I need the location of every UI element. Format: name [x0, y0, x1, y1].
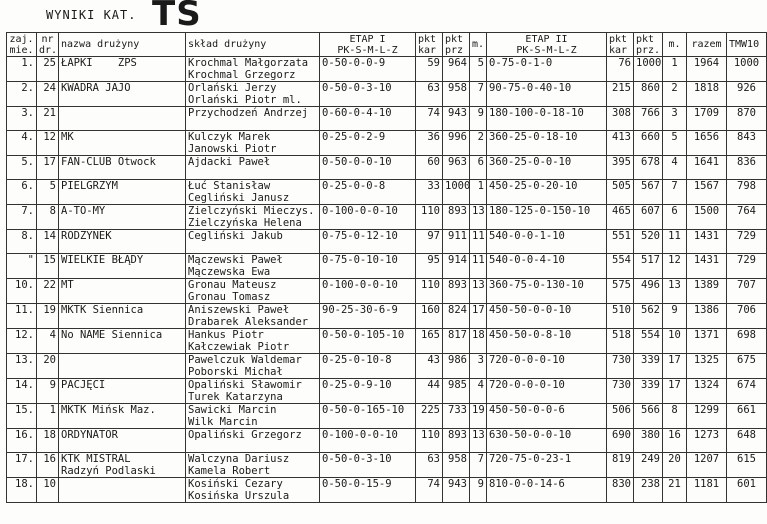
nr-cell: 14: [37, 230, 59, 254]
tmw-cell: 601: [727, 478, 767, 503]
etap2-cell: 360-25-0-0-10: [487, 156, 607, 180]
tmw-cell: 674: [727, 379, 767, 404]
m1-cell: 7: [470, 453, 487, 478]
col-etap2-title: ETAP II: [525, 33, 568, 45]
etap2-cell: 90-75-0-40-10: [487, 82, 607, 107]
place-cell: 15.: [7, 404, 37, 429]
razem-cell: 1181: [687, 478, 727, 503]
prz2-cell: 567: [634, 180, 663, 205]
kar1-cell: 74: [416, 478, 443, 503]
m1-cell: 19: [470, 404, 487, 429]
team-cell: A-TO-MY: [59, 205, 186, 230]
razem-cell: 1324: [687, 379, 727, 404]
etap2-cell: 450-50-0-8-10: [487, 329, 607, 354]
place-cell: 6.: [7, 180, 37, 205]
etap2-cell: 180-100-0-18-10: [487, 107, 607, 131]
etap2-cell: 630-50-0-0-10: [487, 429, 607, 453]
tmw-cell: 615: [727, 453, 767, 478]
place-cell: 4.: [7, 131, 37, 156]
etap1-cell: 90-25-30-6-9: [320, 304, 416, 329]
crew-cell: Kulczyk Marek Janowski Piotr: [186, 131, 320, 156]
table-row: [7, 404, 767, 429]
kar2-cell: 830: [607, 478, 634, 503]
table-row: [7, 304, 767, 329]
col-etap1-title: ETAP I: [349, 33, 386, 45]
col-kar1: pkt kar: [416, 33, 443, 57]
prz1-cell: 943: [443, 107, 470, 131]
prz1-cell: 817: [443, 329, 470, 354]
col-place: zaj. mie.: [7, 33, 37, 57]
m1-cell: 6: [470, 156, 487, 180]
razem-cell: 1964: [687, 57, 727, 82]
team-cell: ŁAPKI ZPS: [59, 57, 186, 82]
table-row: [7, 379, 767, 404]
tmw-cell: 648: [727, 429, 767, 453]
nr-cell: 1: [37, 404, 59, 429]
etap1-cell: 0-50-0-165-10: [320, 404, 416, 429]
kar2-cell: 76: [607, 57, 634, 82]
m2-cell: 10: [663, 329, 687, 354]
m1-cell: 5: [470, 57, 487, 82]
prz1-cell: 733: [443, 404, 470, 429]
nr-cell: 12: [37, 131, 59, 156]
etap1-cell: 0-75-0-10-10: [320, 254, 416, 279]
etap2-cell: 180-125-0-150-10: [487, 205, 607, 230]
prz1-cell: 943: [443, 478, 470, 503]
etap1-cell: 0-50-0-15-9: [320, 478, 416, 503]
nr-cell: 4: [37, 329, 59, 354]
team-cell: WIELKIE BŁĄDY: [59, 254, 186, 279]
crew-cell: Orlański Jerzy Orlański Piotr ml.: [186, 82, 320, 107]
prz2-cell: 520: [634, 230, 663, 254]
razem-cell: 1567: [687, 180, 727, 205]
category-title: TS: [152, 0, 202, 34]
etap1-cell: 0-60-0-4-10: [320, 107, 416, 131]
tmw-cell: 706: [727, 304, 767, 329]
team-cell: KWADRA JAJO: [59, 82, 186, 107]
table-row: [7, 57, 767, 82]
col-nr: nr dr.: [37, 33, 59, 57]
nr-cell: 9: [37, 379, 59, 404]
etap2-cell: 450-25-0-20-10: [487, 180, 607, 205]
m2-cell: 5: [663, 131, 687, 156]
m2-cell: 12: [663, 254, 687, 279]
etap2-cell: 540-0-0-4-10: [487, 254, 607, 279]
crew-cell: Aniszewski Paweł Drabarek Aleksander: [186, 304, 320, 329]
team-cell: MK: [59, 131, 186, 156]
kar1-cell: 95: [416, 254, 443, 279]
table-header-row: [7, 33, 767, 57]
razem-cell: 1431: [687, 254, 727, 279]
place-cell: 14.: [7, 379, 37, 404]
tmw-cell: 698: [727, 329, 767, 354]
tmw-cell: 926: [727, 82, 767, 107]
kar2-cell: 506: [607, 404, 634, 429]
kar1-cell: 160: [416, 304, 443, 329]
kar1-cell: 36: [416, 131, 443, 156]
nr-cell: 15: [37, 254, 59, 279]
etap2-cell: 720-75-0-23-1: [487, 453, 607, 478]
m1-cell: 4: [470, 379, 487, 404]
kar2-cell: 510: [607, 304, 634, 329]
col-razem: razem: [687, 33, 727, 57]
etap2-cell: 810-0-0-14-6: [487, 478, 607, 503]
etap2-cell: 360-25-0-18-10: [487, 131, 607, 156]
table-row: [7, 205, 767, 230]
m2-cell: 17: [663, 354, 687, 379]
col-kar2: pkt kar: [607, 33, 634, 57]
place-cell: 1.: [7, 57, 37, 82]
nr-cell: 18: [37, 429, 59, 453]
razem-cell: 1386: [687, 304, 727, 329]
kar2-cell: 575: [607, 279, 634, 304]
prz2-cell: 249: [634, 453, 663, 478]
prz2-cell: 678: [634, 156, 663, 180]
prz2-cell: 566: [634, 404, 663, 429]
table-row: [7, 156, 767, 180]
prz2-cell: 339: [634, 354, 663, 379]
prz2-cell: 554: [634, 329, 663, 354]
kar2-cell: 308: [607, 107, 634, 131]
tmw-cell: 836: [727, 156, 767, 180]
etap2-cell: 360-75-0-130-10: [487, 279, 607, 304]
etap1-cell: 0-100-0-0-10: [320, 205, 416, 230]
table-row: [7, 254, 767, 279]
m1-cell: 13: [470, 205, 487, 230]
razem-cell: 1656: [687, 131, 727, 156]
table-row: [7, 107, 767, 131]
razem-cell: 1818: [687, 82, 727, 107]
crew-cell: Cegliński Jakub: [186, 230, 320, 254]
team-cell: FAN-CLUB Otwock: [59, 156, 186, 180]
kar1-cell: 59: [416, 57, 443, 82]
prz2-cell: 496: [634, 279, 663, 304]
prz1-cell: 964: [443, 57, 470, 82]
etap2-cell: 720-0-0-0-10: [487, 379, 607, 404]
crew-cell: Łuć Stanisław Cegliński Janusz: [186, 180, 320, 205]
col-m2: m.: [663, 33, 687, 57]
kar2-cell: 505: [607, 180, 634, 205]
team-cell: [59, 478, 186, 503]
col-etap2: [487, 33, 607, 57]
tmw-cell: 870: [727, 107, 767, 131]
place-cell: 13.: [7, 354, 37, 379]
crew-cell: Walczyna Dariusz Kamela Robert: [186, 453, 320, 478]
tmw-cell: 843: [727, 131, 767, 156]
place-cell: 18.: [7, 478, 37, 503]
m2-cell: 13: [663, 279, 687, 304]
tmw-cell: 675: [727, 354, 767, 379]
kar1-cell: 63: [416, 453, 443, 478]
prz1-cell: 958: [443, 82, 470, 107]
crew-cell: Krochmal Małgorzata Krochmal Grzegorz: [186, 57, 320, 82]
team-cell: PACJĘCI: [59, 379, 186, 404]
tmw-cell: 661: [727, 404, 767, 429]
razem-cell: 1371: [687, 329, 727, 354]
kar2-cell: 730: [607, 379, 634, 404]
m2-cell: 2: [663, 82, 687, 107]
table-row: [7, 230, 767, 254]
m1-cell: 13: [470, 279, 487, 304]
prz1-cell: 985: [443, 379, 470, 404]
etap1-cell: 0-25-0-2-9: [320, 131, 416, 156]
nr-cell: 22: [37, 279, 59, 304]
kar2-cell: 395: [607, 156, 634, 180]
etap2-cell: 0-75-0-1-0: [487, 57, 607, 82]
razem-cell: 1500: [687, 205, 727, 230]
team-cell: [59, 354, 186, 379]
results-subtitle: WYNIKI KAT.: [46, 8, 137, 22]
prz2-cell: 1000: [634, 57, 663, 82]
etap2-cell: 450-50-0-0-10: [487, 304, 607, 329]
prz1-cell: 893: [443, 429, 470, 453]
kar1-cell: 165: [416, 329, 443, 354]
kar1-cell: 110: [416, 429, 443, 453]
col-crew: skład drużyny: [186, 33, 320, 57]
table-row: [7, 82, 767, 107]
razem-cell: 1431: [687, 230, 727, 254]
m1-cell: 13: [470, 429, 487, 453]
crew-cell: Pawelczuk Waldemar Poborski Michał: [186, 354, 320, 379]
table-row: [7, 429, 767, 453]
place-cell: 5.: [7, 156, 37, 180]
tmw-cell: 707: [727, 279, 767, 304]
m2-cell: 20: [663, 453, 687, 478]
m1-cell: 7: [470, 82, 487, 107]
crew-cell: Opaliński Sławomir Turek Katarzyna: [186, 379, 320, 404]
m1-cell: 1: [470, 180, 487, 205]
kar2-cell: 690: [607, 429, 634, 453]
tmw-cell: 729: [727, 230, 767, 254]
m1-cell: 9: [470, 478, 487, 503]
razem-cell: 1207: [687, 453, 727, 478]
razem-cell: 1389: [687, 279, 727, 304]
nr-cell: 20: [37, 354, 59, 379]
place-cell: 7.: [7, 205, 37, 230]
team-cell: MKTK Siennica: [59, 304, 186, 329]
prz2-cell: 660: [634, 131, 663, 156]
team-cell: [59, 107, 186, 131]
etap1-cell: 0-25-0-9-10: [320, 379, 416, 404]
crew-cell: Gronau Mateusz Gronau Tomasz: [186, 279, 320, 304]
team-cell: No NAME Siennica: [59, 329, 186, 354]
nr-cell: 19: [37, 304, 59, 329]
crew-cell: Kosiński Cezary Kosińska Urszula: [186, 478, 320, 503]
table-row: [7, 131, 767, 156]
m1-cell: 17: [470, 304, 487, 329]
crew-cell: Zielczyński Mieczys. Zielczyńska Helena: [186, 205, 320, 230]
kar2-cell: 465: [607, 205, 634, 230]
nr-cell: 8: [37, 205, 59, 230]
nr-cell: 16: [37, 453, 59, 478]
place-cell: 16.: [7, 429, 37, 453]
etap1-cell: 0-50-0-3-10: [320, 82, 416, 107]
table-row: [7, 329, 767, 354]
kar2-cell: 730: [607, 354, 634, 379]
m2-cell: 6: [663, 205, 687, 230]
kar1-cell: 74: [416, 107, 443, 131]
prz1-cell: 1000: [443, 180, 470, 205]
col-etap2-sub: PK-S-M-L-Z: [516, 44, 577, 56]
m1-cell: 11: [470, 230, 487, 254]
kar1-cell: 110: [416, 279, 443, 304]
etap1-cell: 0-75-0-12-10: [320, 230, 416, 254]
kar1-cell: 43: [416, 354, 443, 379]
place-cell: 2.: [7, 82, 37, 107]
prz1-cell: 824: [443, 304, 470, 329]
m2-cell: 17: [663, 379, 687, 404]
m2-cell: 16: [663, 429, 687, 453]
m1-cell: 3: [470, 354, 487, 379]
etap1-cell: 0-25-0-10-8: [320, 354, 416, 379]
etap1-cell: 0-50-0-0-10: [320, 156, 416, 180]
m1-cell: 11: [470, 254, 487, 279]
team-cell: ORDYNATOR: [59, 429, 186, 453]
crew-cell: Mączewski Paweł Mączewska Ewa: [186, 254, 320, 279]
kar1-cell: 63: [416, 82, 443, 107]
etap2-cell: 540-0-0-1-10: [487, 230, 607, 254]
nr-cell: 5: [37, 180, 59, 205]
etap1-cell: 0-50-0-0-9: [320, 57, 416, 82]
m1-cell: 18: [470, 329, 487, 354]
crew-cell: Ajdacki Paweł: [186, 156, 320, 180]
prz2-cell: 607: [634, 205, 663, 230]
m1-cell: 9: [470, 107, 487, 131]
col-team: nazwa drużyny: [59, 33, 186, 57]
razem-cell: 1325: [687, 354, 727, 379]
etap2-cell: 450-50-0-0-6: [487, 404, 607, 429]
place-cell: ": [7, 254, 37, 279]
col-tmw: TMW10: [727, 33, 767, 57]
nr-cell: 24: [37, 82, 59, 107]
place-cell: 3.: [7, 107, 37, 131]
crew-cell: Sawicki Marcin Wilk Marcin: [186, 404, 320, 429]
prz1-cell: 893: [443, 279, 470, 304]
razem-cell: 1273: [687, 429, 727, 453]
m2-cell: 9: [663, 304, 687, 329]
col-prz1: pkt prz: [443, 33, 470, 57]
crew-cell: Opaliński Grzegorz: [186, 429, 320, 453]
table-row: [7, 180, 767, 205]
crew-cell: Hankus Piotr Kałczewiak Piotr: [186, 329, 320, 354]
kar1-cell: 97: [416, 230, 443, 254]
razem-cell: 1641: [687, 156, 727, 180]
team-cell: PIELGRZYM: [59, 180, 186, 205]
kar1-cell: 33: [416, 180, 443, 205]
col-m1: m.: [470, 33, 487, 57]
team-cell: RODZYNEK: [59, 230, 186, 254]
etap1-cell: 0-100-0-0-10: [320, 429, 416, 453]
kar1-cell: 225: [416, 404, 443, 429]
prz2-cell: 766: [634, 107, 663, 131]
tmw-cell: 729: [727, 254, 767, 279]
kar1-cell: 44: [416, 379, 443, 404]
prz2-cell: 238: [634, 478, 663, 503]
m1-cell: 2: [470, 131, 487, 156]
prz2-cell: 339: [634, 379, 663, 404]
tmw-cell: 798: [727, 180, 767, 205]
m2-cell: 4: [663, 156, 687, 180]
prz1-cell: 893: [443, 205, 470, 230]
etap1-cell: 0-50-0-105-10: [320, 329, 416, 354]
prz2-cell: 860: [634, 82, 663, 107]
col-prz2: pkt prz.: [634, 33, 663, 57]
razem-cell: 1709: [687, 107, 727, 131]
m2-cell: 1: [663, 57, 687, 82]
crew-cell: Przychodzeń Andrzej: [186, 107, 320, 131]
nr-cell: 21: [37, 107, 59, 131]
m2-cell: 21: [663, 478, 687, 503]
prz1-cell: 996: [443, 131, 470, 156]
place-cell: 17.: [7, 453, 37, 478]
etap2-cell: 720-0-0-0-10: [487, 354, 607, 379]
col-etap1: [320, 33, 416, 57]
nr-cell: 17: [37, 156, 59, 180]
team-cell: MKTK Mińsk Maz.: [59, 404, 186, 429]
m2-cell: 3: [663, 107, 687, 131]
prz2-cell: 562: [634, 304, 663, 329]
col-etap1-sub: PK-S-M-L-Z: [337, 44, 398, 56]
table-row: [7, 478, 767, 503]
kar2-cell: 413: [607, 131, 634, 156]
team-cell: KTK MISTRAL Radzyń Podlaski: [59, 453, 186, 478]
prz1-cell: 986: [443, 354, 470, 379]
prz1-cell: 963: [443, 156, 470, 180]
m2-cell: 11: [663, 230, 687, 254]
prz1-cell: 958: [443, 453, 470, 478]
razem-cell: 1299: [687, 404, 727, 429]
prz1-cell: 914: [443, 254, 470, 279]
m2-cell: 7: [663, 180, 687, 205]
place-cell: 8.: [7, 230, 37, 254]
etap1-cell: 0-100-0-0-10: [320, 279, 416, 304]
tmw-cell: 1000: [727, 57, 767, 82]
place-cell: 11.: [7, 304, 37, 329]
table-row: [7, 279, 767, 304]
kar2-cell: 215: [607, 82, 634, 107]
table-row: [7, 453, 767, 478]
tmw-cell: 764: [727, 205, 767, 230]
results-table: [6, 32, 767, 503]
kar1-cell: 110: [416, 205, 443, 230]
team-cell: MT: [59, 279, 186, 304]
kar1-cell: 60: [416, 156, 443, 180]
prz2-cell: 517: [634, 254, 663, 279]
etap1-cell: 0-25-0-0-8: [320, 180, 416, 205]
nr-cell: 10: [37, 478, 59, 503]
kar2-cell: 819: [607, 453, 634, 478]
m2-cell: 8: [663, 404, 687, 429]
place-cell: 12.: [7, 329, 37, 354]
kar2-cell: 551: [607, 230, 634, 254]
table-row: [7, 354, 767, 379]
prz1-cell: 911: [443, 230, 470, 254]
nr-cell: 25: [37, 57, 59, 82]
kar2-cell: 518: [607, 329, 634, 354]
etap1-cell: 0-50-0-3-10: [320, 453, 416, 478]
place-cell: 10.: [7, 279, 37, 304]
prz2-cell: 380: [634, 429, 663, 453]
kar2-cell: 554: [607, 254, 634, 279]
